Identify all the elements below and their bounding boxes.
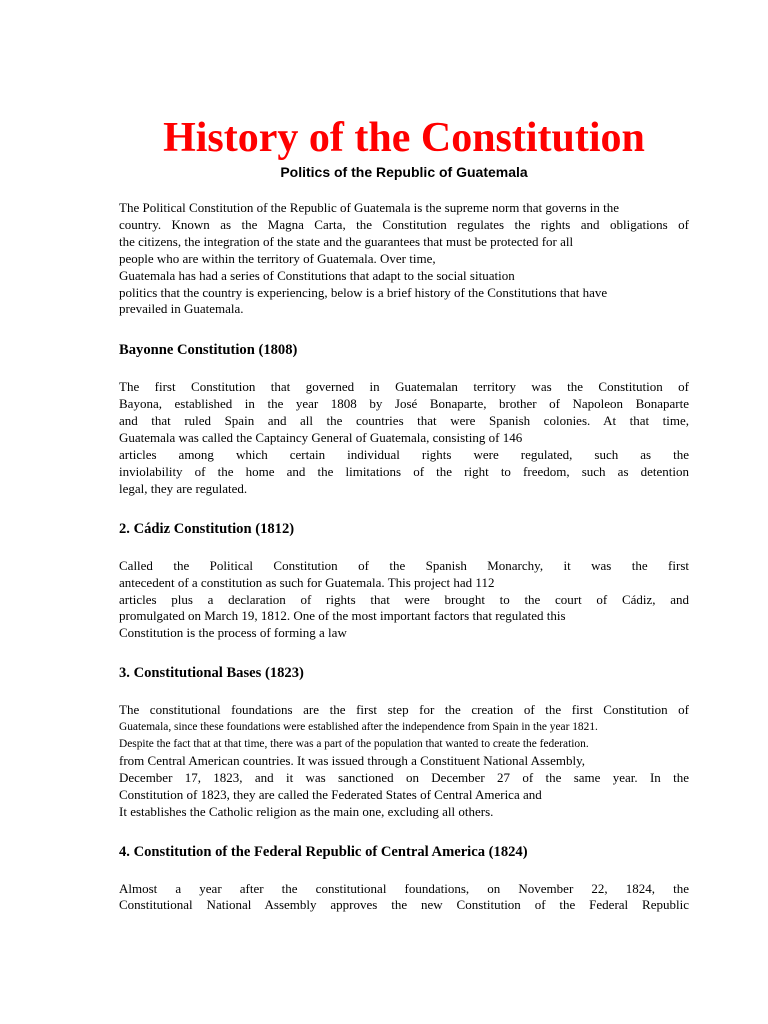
document-title: History of the Constitution [163,115,645,161]
text-line: Guatemala, since these foundations were established after the independence from Spain in the year 1821. [119,721,598,734]
section-heading: 2. Cádiz Constitution (1812) [119,520,295,537]
text-line: Constitutional National Assembly approves the new Constitution of the Federal Republic [119,897,689,913]
section-paragraph [119,558,689,643]
text-line: Despite the fact that at that time, there was a part of the population that wanted to create the federation. [119,738,589,751]
text-line: The Political Constitution of the Republic of Guatemala is the supreme norm that governs in the [119,200,620,215]
text-line: people who are within the territory of Guatemala. Over time, [119,250,436,266]
text-line: inviolability of the home and the limitations of the right to freedom, such as detention [119,463,689,479]
text-line: and that ruled Spain and all the countries that were Spanish colonies. At that time, [119,413,689,429]
section-heading: 3. Constitutional Bases (1823) [119,665,304,682]
text-line: Called the Political Constitution of the Spanish Monarchy, it was the first [119,557,689,573]
text-line: The constitutional foundations are the first step for the creation of the first Constitution of [119,702,689,718]
text-line: politics that the country is experiencing, below is a brief history of the Constitutions that have [119,284,608,300]
document-subtitle: Politics of the Republic of Guatemala [280,164,528,180]
section-paragraph [119,379,689,497]
text-line: prevailed in Guatemala. [119,301,244,317]
text-line: country. Known as the Magna Carta, the Constitution regulates the rights and obligations of [119,216,689,232]
text-line: Guatemala was called the Captaincy General of Guatemala, consisting of 146 [119,430,523,446]
text-line: legal, they are regulated. [119,480,248,496]
section-heading: 4. Constitution of the Federal Republic of Central America (1824) [119,843,528,860]
text-line: The first Constitution that governed in Guatemalan territory was the Constitution of [119,379,689,395]
text-line: articles among which certain individual rights were regulated, such as the [119,446,689,462]
section-paragraph [119,881,689,915]
text-line: Guatemala has had a series of Constitutions that adapt to the social situation [119,267,515,283]
document-page [119,112,689,914]
text-line: from Central American countries. It was issued through a Constituent National Assembly, [119,752,585,768]
text-line: Bayona, established in the year 1808 by José Bonaparte, brother of Napoleon Bonaparte [119,396,689,412]
intro-paragraph [119,200,689,318]
text-line: Constitution of 1823, they are called the Federated States of Central America and [119,786,542,802]
text-line: articles plus a declaration of rights that were brought to the court of Cádiz, and [119,591,689,607]
section-paragraph [119,702,689,820]
text-line: promulgated on March 19, 1812. One of the most important factors that regulated this [119,608,566,624]
text-line: antecedent of a constitution as such for Guatemala. This project had 112 [119,574,495,590]
text-line: It establishes the Catholic religion as the main one, excluding all others. [119,803,494,819]
text-line: Almost a year after the constitutional foundations, on November 22, 1824, the [119,880,689,896]
text-line: December 17, 1823, and it was sanctioned on December 27 of the same year. In the [119,769,689,785]
section-heading: Bayonne Constitution (1808) [119,342,298,359]
text-line: the citizens, the integration of the state and the guarantees that must be protected for all [119,233,574,249]
text-line: Constitution is the process of forming a law [119,625,347,641]
